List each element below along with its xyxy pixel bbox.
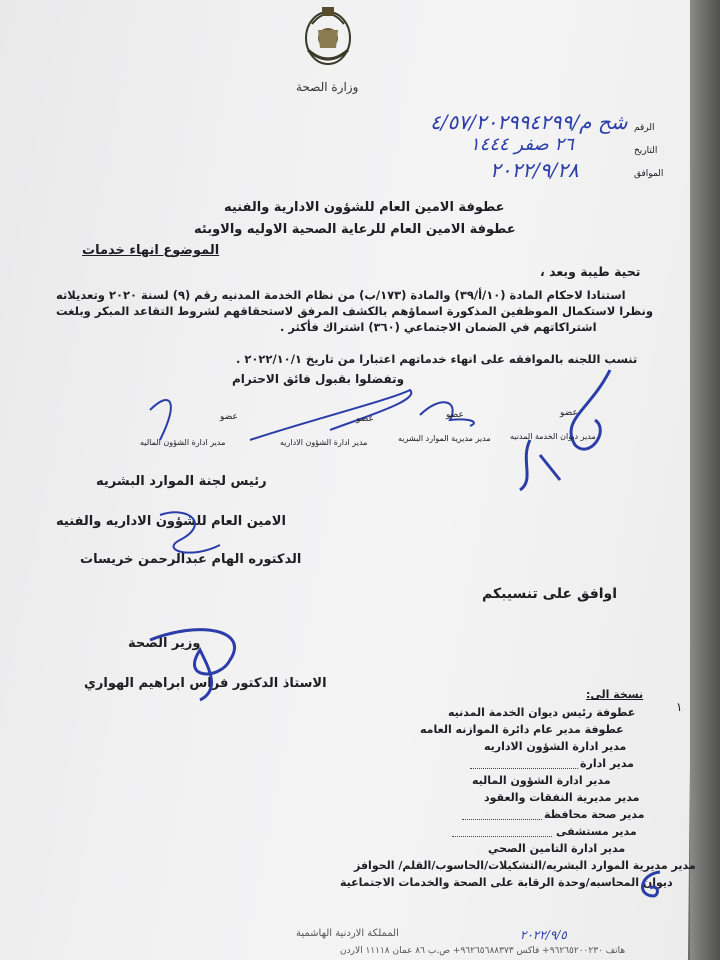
recommendation: تنسب اللجنه بالموافقه على انهاء خدماتهم اعتبارا من تاريخ ٢٠٢٢/١٠/١ . <box>236 352 638 366</box>
body-line-1: استنادا لاحكام المادة (١٠/أ/٣٩) والمادة (١٧٣/ب) من نظام الخدمة المدنيه رقم (٩) لسنة ٢٠٢٠ وتعديلاته <box>56 288 626 302</box>
cc-dots-7 <box>462 819 542 820</box>
ministry-name: وزارة الصحة <box>296 80 359 94</box>
footer-country: المملكة الاردنية الهاشمية <box>296 928 399 939</box>
committee-role-4: عضو <box>220 412 238 422</box>
date-label: التاريخ <box>634 146 658 156</box>
body-line-3: اشتراكاتهم في الضمان الاجتماعي (٣٦٠) اشتراك فأكثر . <box>280 320 597 334</box>
cc-item-10: مدير مديرية الموارد البشريه/التشكيلات/الحاسوب/القلم/ الحوافز <box>354 859 696 872</box>
approval: اوافق على تنسيبكم <box>482 586 618 602</box>
closing: وتفضلوا بقبول فائق الاحترام <box>232 372 405 386</box>
committee-title-4: مدير ادارة الشؤون الماليه <box>140 438 226 447</box>
committee-title-3: مدير ادارة الشؤون الاداريه <box>280 438 368 447</box>
addressee-1: عطوفة الامين العام للشؤون الادارية والفنيه <box>224 200 505 215</box>
cc-label: نسخة الى: <box>586 688 644 701</box>
footer-contact: هاتف ٩٦٢٦٥٢٠٠٢٣٠+ فاكس ٩٦٢٦٥٦٨٨٣٧٣+ ص.ب ٨٦ عمان ١١١١٨ الاردن <box>340 946 626 956</box>
cc-item-5: مدير ادارة الشؤون الماليه <box>472 774 611 787</box>
sec-general-name: الدكتوره الهام عبدالرحمن خريسات <box>80 552 302 567</box>
minister-title: وزير الصحة <box>128 636 201 651</box>
subject: الموضوع انهاء خدمات <box>82 243 220 258</box>
addressee-2: عطوفة الامين العام للرعاية الصحية الاوليه والاوبئه <box>194 222 516 237</box>
footer-stamp-date: ٢٠٢٢/٩/٥ <box>520 928 567 942</box>
minister-name: الاستاذ الدكتور فراس ابراهيم الهواري <box>84 676 327 691</box>
date-value: ٢٦ صفر ١٤٤٤ <box>470 134 574 155</box>
committee-role-2: عضو <box>446 410 464 420</box>
sec-general-title: الامين العام للشؤون الاداريه والفنيه <box>56 514 286 529</box>
cc-item-1: عطوفة رئيس ديوان الخدمة المدنيه <box>448 706 636 719</box>
ref-label: الرقم <box>634 123 655 133</box>
coat-of-arms-logo <box>298 4 358 74</box>
cc-item-8: مدير مستشفى <box>556 825 637 838</box>
committee-role-3: عضو <box>356 414 374 424</box>
committee-role-1: عضو <box>560 408 578 418</box>
page-edge-shadow <box>690 0 720 960</box>
chair-title: رئيس لجنة الموارد البشريه <box>96 474 267 489</box>
greeting: تحية طيبة وبعد ، <box>540 264 641 279</box>
cc-item-11: ديوان المحاسبه/وحدة الرقابة على الصحة والخدمات الاجتماعية <box>340 876 673 889</box>
cc-item-7: مدير صحة محافظة <box>544 808 645 821</box>
committee-title-1: مدير ديوان الخدمة المدنيه <box>510 432 596 441</box>
gregorian-value: ٢٠٢٢/٩/٢٨ <box>490 158 579 182</box>
gregorian-label: الموافق <box>634 169 664 179</box>
body-line-2: ونظرا لاستكمال الموظفين المذكورة اسماؤهم بالكشف المرفق لاستحقاقهم لشروط التقاعد المبكر وبلغت <box>56 304 654 318</box>
cc-item-9: مدير ادارة التامين الصحي <box>488 842 626 855</box>
committee-title-2: مدير مديرية الموارد البشريه <box>398 434 491 443</box>
handwritten-mark <box>630 866 666 906</box>
cc-dots-4 <box>470 768 578 769</box>
cc-item-6: مدير مديرية النفقات والعقود <box>484 791 640 804</box>
cc-item-4: مدير ادارة <box>580 757 634 770</box>
cc-item-3: مدير ادارة الشؤون الاداريه <box>484 740 627 753</box>
ref-value: شح م/٤/٥٧/٢٠٢٩٩٤٢٩٩ <box>430 110 628 134</box>
signature-sec-general <box>150 505 240 565</box>
cc-item-2: عطوفة مدير عام دائرة الموازنه العامه <box>420 723 624 736</box>
signature-minister <box>140 620 260 710</box>
cc-dots-8 <box>452 836 552 837</box>
margin-mark: ١ <box>676 700 683 714</box>
